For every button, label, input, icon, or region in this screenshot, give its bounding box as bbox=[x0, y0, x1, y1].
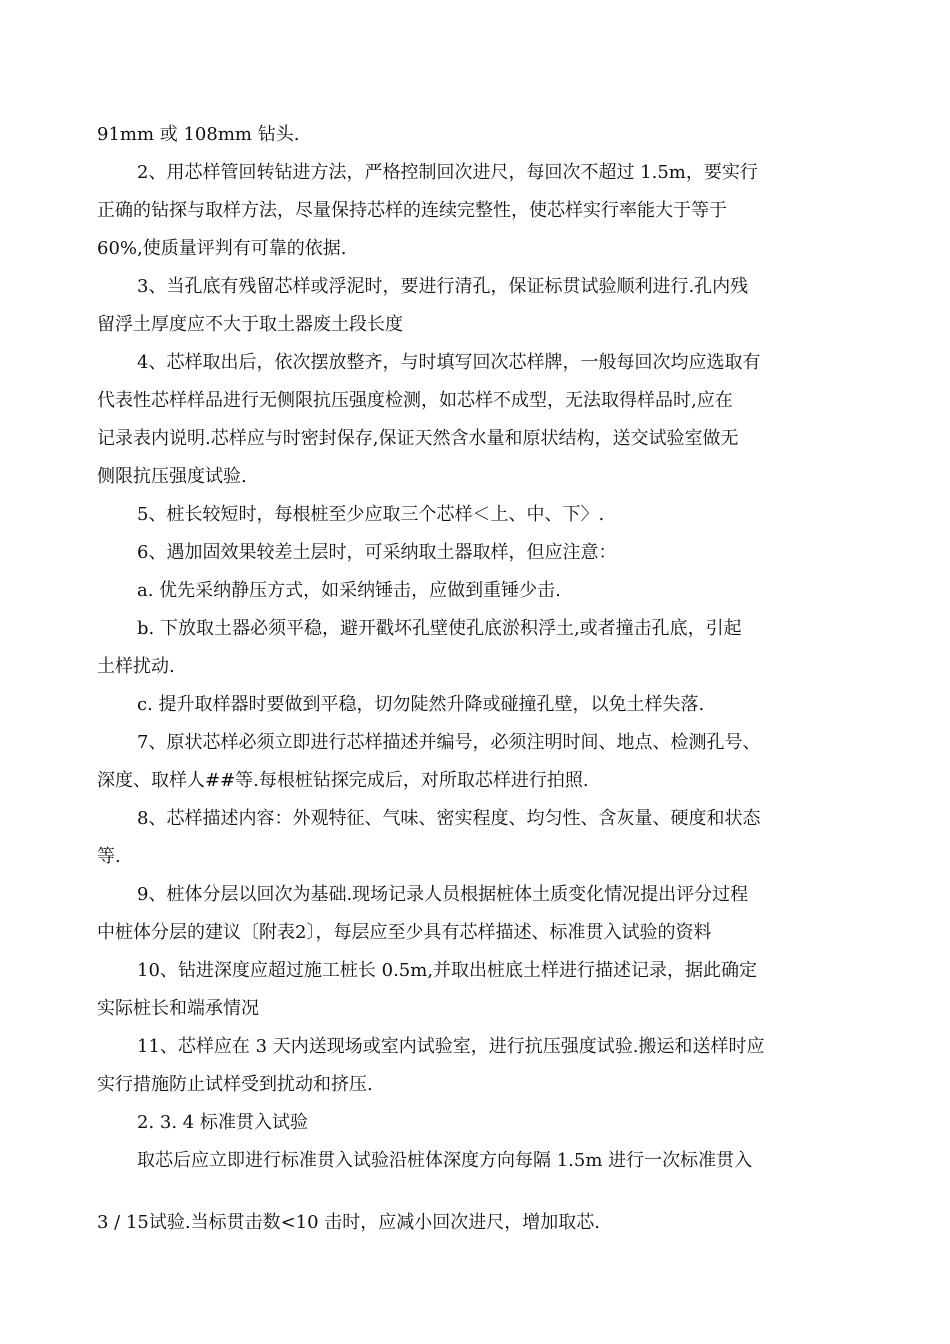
text-line: b. 下放取土器必须平稳，避开戳坏孔壁使孔底淤积浮土,或者撞击孔底，引起 bbox=[137, 618, 742, 639]
text-line: 土样扰动. bbox=[97, 656, 175, 677]
text-line: c. 提升取样器时要做到平稳，切勿陡然升降或碰撞孔壁，以免土样失落. bbox=[137, 694, 705, 715]
text-line: 2. 3. 4 标准贯入试验 bbox=[137, 1112, 308, 1133]
text-line: a. 优先采纳静压方式，如采纳锤击，应做到重锤少击. bbox=[137, 580, 561, 601]
text-line: 记录表内说明.芯样应与时密封保存,保证天然含水量和原状结构，送交试验室做无 bbox=[97, 428, 739, 449]
text-line: 实际桩长和端承情况 bbox=[97, 998, 259, 1019]
text-line: 91mm 或 108mm 钻头. bbox=[97, 124, 300, 145]
text-line: 6、遇加固效果较差土层时，可采纳取土器取样，但应注意： bbox=[137, 542, 617, 563]
text-line: 留浮土厚度应不大于取土器废土段长度 bbox=[97, 314, 403, 335]
text-line: 3、当孔底有残留芯样或浮泥时，要进行清孔，保证标贯试验顺利进行.孔内残 bbox=[137, 276, 749, 297]
text-line: 正确的钻探与取样方法，尽量保持芯样的连续完整性，使芯样实行率能大于等于 bbox=[97, 200, 727, 221]
page-footer bbox=[97, 1204, 857, 1242]
text-line: 代表性芯样样品进行无侧限抗压强度检测，如芯样不成型，无法取得样品时,应在 bbox=[97, 390, 733, 411]
text-line: 取芯后应立即进行标准贯入试验沿桩体深度方向每隔 1.5m 进行一次标准贯入 bbox=[137, 1150, 753, 1171]
text-line: 深度、取样人##等.每根桩钻探完成后，对所取芯样进行拍照. bbox=[97, 770, 589, 791]
text-line: 8、芯样描述内容：外观特征、气味、密实程度、均匀性、含灰量、硬度和状态 bbox=[137, 808, 761, 829]
text-line: 9、桩体分层以回次为基础.现场记录人员根据桩体土质变化情况提出评分过程 bbox=[137, 884, 749, 905]
page-number: 3 / 15 bbox=[97, 1212, 149, 1233]
text-line: 2、用芯样管回转钻进方法，严格控制回次进尺，每回次不超过 1.5m，要实行 bbox=[137, 162, 758, 183]
text-line: 10、钻进深度应超过施工桩长 0.5m,并取出桩底土样进行描述记录，据此确定 bbox=[137, 960, 758, 981]
text-line: 4、芯样取出后，依次摆放整齐，与时填写回次芯样牌，一般每回次均应选取有 bbox=[137, 352, 761, 373]
text-line: 11、芯样应在 3 天内送现场或室内试验室，进行抗压强度试验.搬运和送样时应 bbox=[137, 1036, 765, 1057]
text-line: 侧限抗压强度试验. bbox=[97, 466, 247, 487]
text-line: 5、桩长较短时，每根桩至少应取三个芯样＜上、中、下〉. bbox=[137, 504, 605, 525]
text-line: 中桩体分层的建议〔附表2〕，每层应至少具有芯样描述、标准贯入试验的资料 bbox=[97, 922, 712, 943]
footer-text: 试验.当标贯击数<10 击时，应减小回次进尺，增加取芯. bbox=[148, 1212, 601, 1233]
text-line: 实行措施防止试样受到扰动和挤压. bbox=[97, 1074, 373, 1095]
text-line: 7、原状芯样必须立即进行芯样描述并编号，必须注明时间、地点、检测孔号、 bbox=[137, 732, 761, 753]
text-line: 60%,使质量评判有可靠的依据. bbox=[97, 238, 347, 259]
text-line: 等. bbox=[97, 846, 121, 867]
document-body bbox=[97, 116, 841, 1180]
